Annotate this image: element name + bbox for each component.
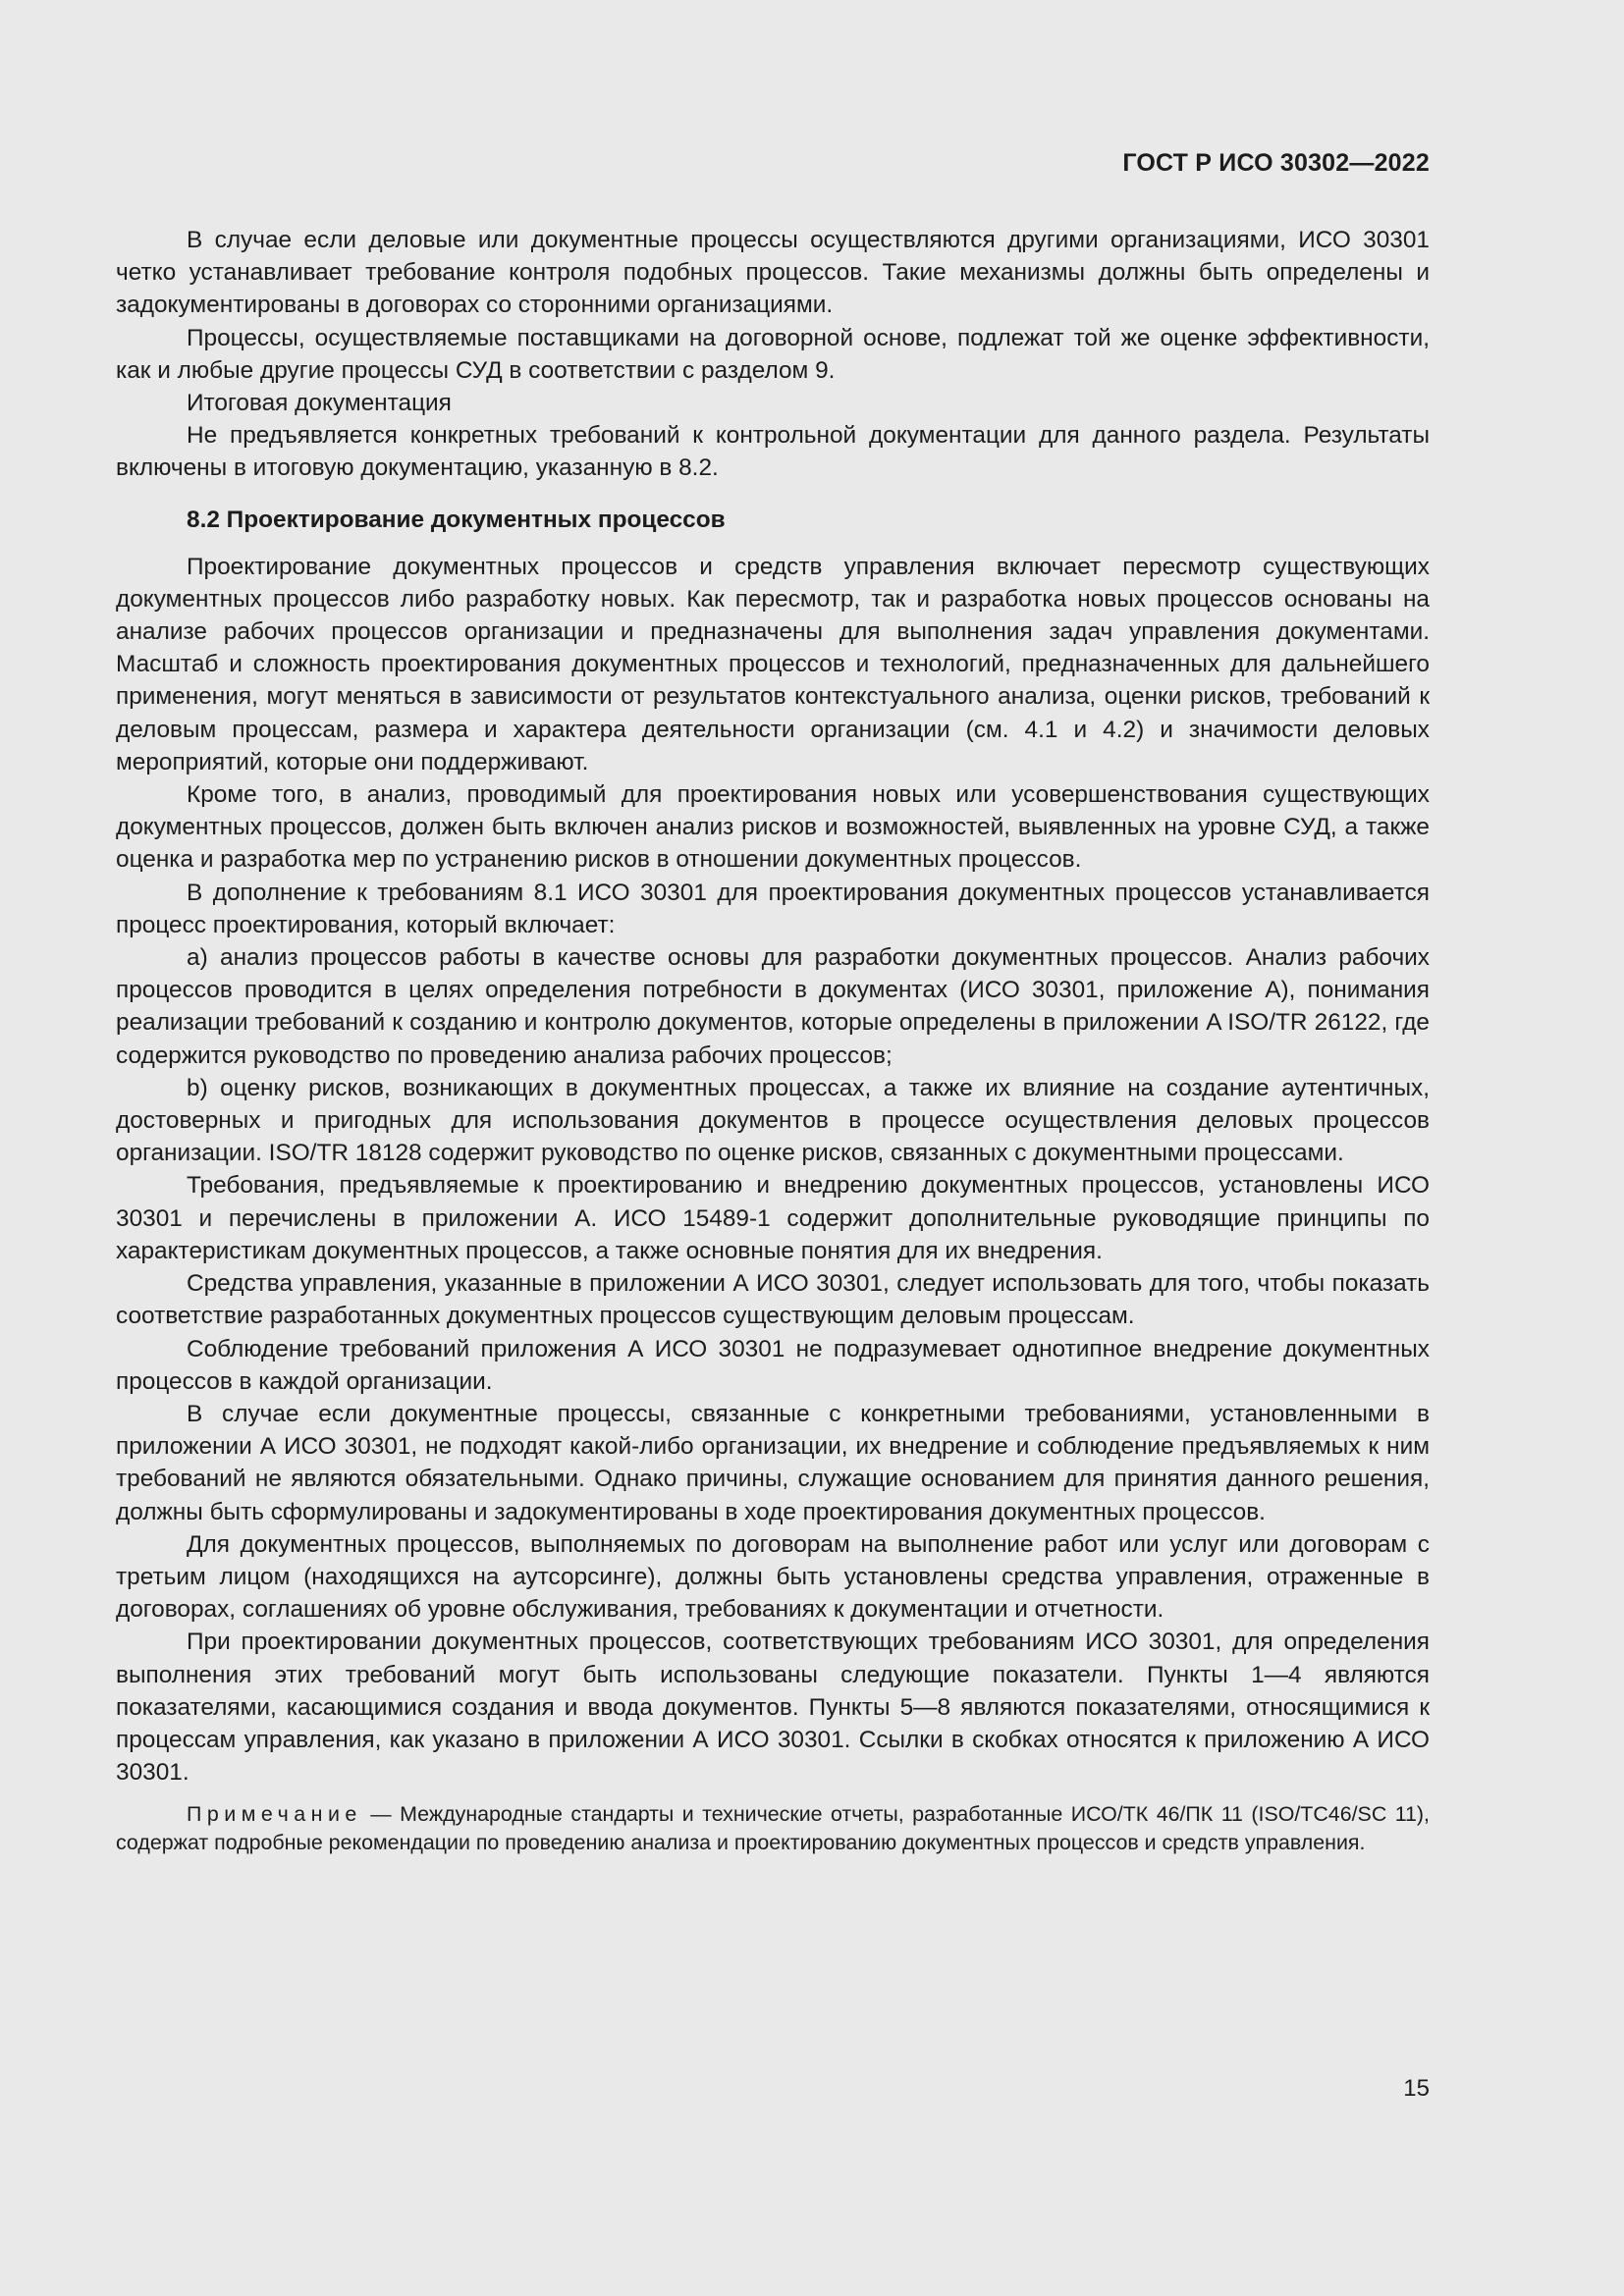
- page-number: 15: [1403, 2075, 1430, 2102]
- paragraph: Кроме того, в анализ, проводимый для проектирования новых или усовершенствования существующих документных процессов, должен быть включен анализ рисков и возможностей, выявленных на уровне СУД, а также оценка и разработка мер по устранению рисков в отношении документных процессов.: [116, 781, 1430, 874]
- paragraph: В случае если деловые или документные процессы осуществляются другими организациями, ИСО 30301 четко устанавливает требование контроля подобных процессов. Такие механизмы должны быть определены и задокументированы в договорах со сторонними организациями.: [116, 227, 1430, 319]
- paragraph: Требования, предъявляемые к проектированию и внедрению документных процессов, установлены ИСО 30301 и перечислены в приложении А. ИСО 15489-1 содержит дополнительные руководящие принципы по характеристикам документных процессов, а также основные понятия для их внедрения.: [116, 1172, 1430, 1264]
- list-item: a) анализ процессов работы в качестве основы для разработки документных процессов. Анализ рабочих процессов проводится в целях определения потребности в документах (ИСО 30301, приложение А), понимания реализации требований к созданию и контролю документов, которые определены в приложении A ISO/TR 26122, где содержится руководство по проведению анализа рабочих процессов;: [116, 944, 1430, 1069]
- paragraph: Процессы, осуществляемые поставщиками на договорной основе, подлежат той же оценке эффективности, как и любые другие процессы СУД в соответствии с разделом 9.: [116, 324, 1430, 384]
- paragraph: Итоговая документация: [187, 390, 452, 417]
- page-content: [116, 224, 1430, 1857]
- note-label: Примечание: [187, 1802, 362, 1827]
- paragraph: Соблюдение требований приложения А ИСО 30301 не подразумевает однотипное внедрение документных процессов в каждой организации.: [116, 1335, 1430, 1395]
- note: [116, 1800, 1430, 1857]
- paragraph: При проектировании документных процессов, соответствующих требованиям ИСО 30301, для определения выполнения этих требований могут быть использованы следующие показатели. Пункты 1—4 являются показателями, касающимися создания и ввода документов. Пункты 5—8 являются показателями, относящимися к процессам управления, как указано в приложении А ИСО 30301. Ссылки в скобках относятся к приложению А ИСО 30301.: [116, 1629, 1430, 1787]
- note-text: — Международные стандарты и технические отчеты, разработанные ИСО/ТК 46/ПК 11 (ISO/TC46/SC 11), содержат подробные рекомендации по проведению анализа и проектированию документных процессов и средств управления.: [116, 1802, 1430, 1855]
- paragraph: В случае если документные процессы, связанные с конкретными требованиями, установленными в приложении А ИСО 30301, не подходят какой-либо организации, их внедрение и соблюдение предъявляемых к ним требований не являются обязательными. Однако причины, служащие основанием для принятия данного решения, должны быть сформулированы и задокументированы в ходе проектирования документных процессов.: [116, 1400, 1430, 1525]
- paragraph: Проектирование документных процессов и средств управления включает пересмотр существующих документных процессов либо разработку новых. Как пересмотр, так и разработка новых процессов основаны на анализе рабочих процессов организации и предназначены для выполнения задач управления документами. Масштаб и сложность проектирования документных процессов и технологий, предназначенных для дальнейшего применения, могут меняться в зависимости от результатов контекстуального анализа, оценки рисков, требований к деловым процессам, размера и характера деятельности организации (см. 4.1 и 4.2) и значимости деловых мероприятий, которые они поддерживают.: [116, 553, 1430, 775]
- paragraph: Средства управления, указанные в приложении А ИСО 30301, следует использовать для того, чтобы показать соответствие разработанных документных процессов существующим деловым процессам.: [116, 1270, 1430, 1330]
- paragraph: В дополнение к требованиям 8.1 ИСО 30301 для проектирования документных процессов устанавливается процесс проектирования, который включает:: [116, 879, 1430, 938]
- paragraph: Для документных процессов, выполняемых по договорам на выполнение работ или услуг или договорам с третьим лицом (находящихся на аутсорсинге), должны быть установлены средства управления, отраженные в договорах, соглашениях об уровне обслуживания, требованиях к документации и отчетности.: [116, 1530, 1430, 1624]
- standard-header: ГОСТ Р ИСО 30302—2022: [1122, 149, 1430, 177]
- list-item: b) оценку рисков, возникающих в документных процессах, а также их влияние на создание аутентичных, достоверных и пригодных для использования документов в процессе осуществления деловых процессов организации. ISO/TR 18128 содержит руководство по оценке рисков, связанных с документными процессами.: [116, 1074, 1430, 1167]
- section-heading: 8.2 Проектирование документных процессов: [187, 506, 726, 533]
- paragraph: Не предъявляется конкретных требований к контрольной документации для данного раздела. Результаты включены в итоговую документацию, указанную в 8.2.: [116, 422, 1430, 482]
